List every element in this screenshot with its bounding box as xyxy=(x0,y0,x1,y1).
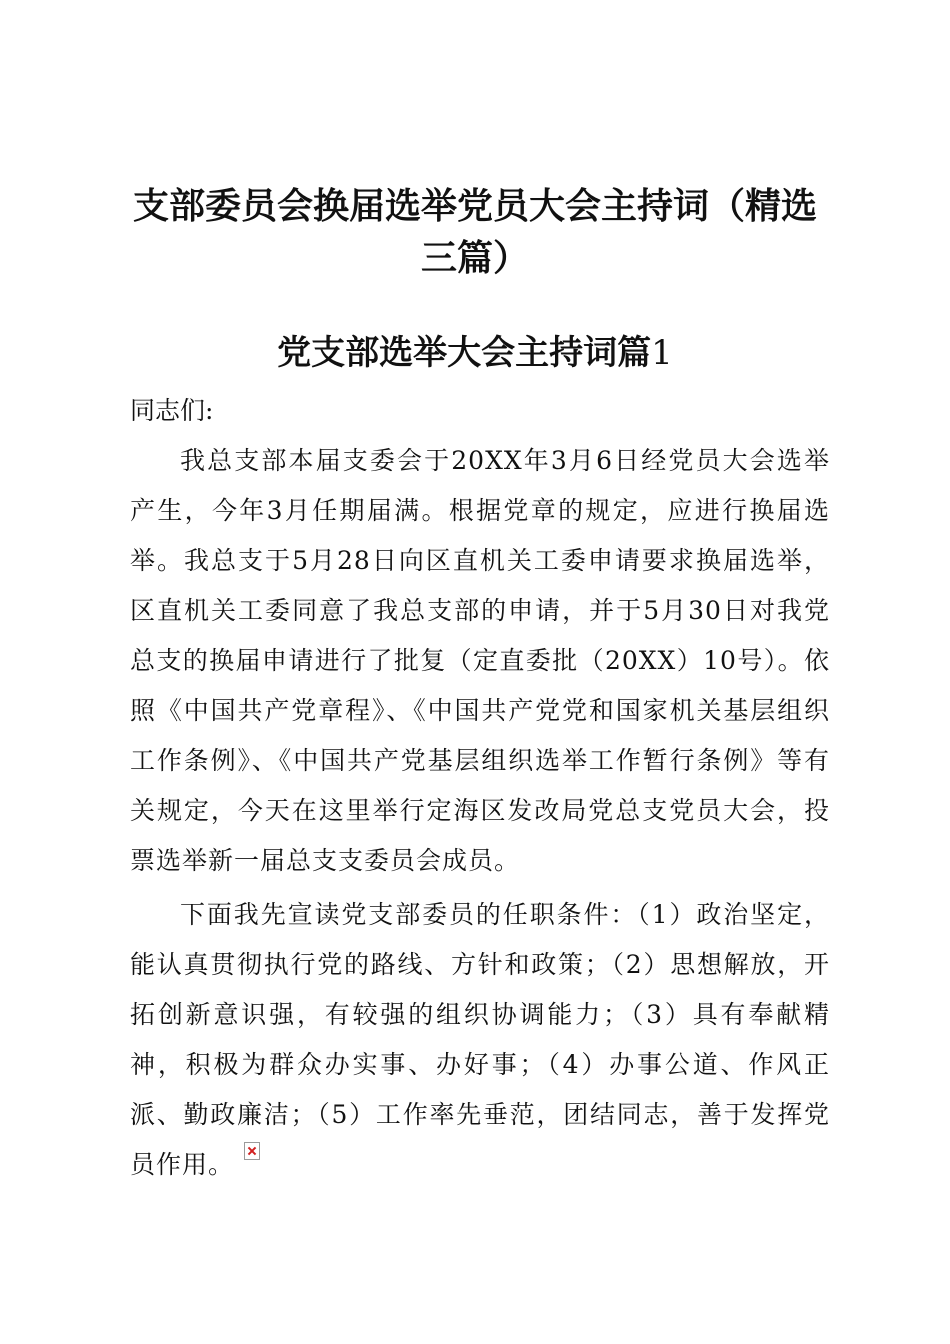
greeting: 同志们: xyxy=(130,396,214,425)
document-body xyxy=(130,386,830,1190)
paragraph-qualifications-text: 下面我先宣读党支部委员的任职条件：（1）政治坚定，能认真贯彻执行党的路线、方针和政策；（2）思想解放，开拓创新意识强，有较强的组织协调能力；（3）具有奉献精神，积极为群众办实事、办好事；（4）办事公道、作风正派、勤政廉洁；（5）工作率先垂范，团结同志，善于发挥党员作用。 xyxy=(130,900,830,1179)
section-number: 1 xyxy=(651,333,673,373)
broken-image-icon xyxy=(244,1142,260,1160)
section-title xyxy=(120,328,830,378)
paragraph-election-background: 我总支部本届支委会于20XX年3月6日经党员大会选举产生，今年3月任期届满。根据党章的规定，应进行换届选举。我总支于5月28日向区直机关工委申请要求换届选举，区直机关工委同意了我总支部的申请，并于5月30日对我党总支的换届申请进行了批复（定直委批（20XX）10号）。依照《中国共产党章程》、《中国共产党党和国家机关基层组织工作条例》、《中国共产党基层组织选举工作暂行条例》等有关规定，今天在这里举行定海区发改局党总支党员大会，投票选举新一届总支支委员会成员。 xyxy=(130,446,830,875)
section-title-text: 党支部选举大会主持词篇 xyxy=(277,333,652,373)
document-title: 支部委员会换届选举党员大会主持词（精选三篇） xyxy=(132,185,817,279)
paragraph-qualifications xyxy=(130,890,830,1190)
